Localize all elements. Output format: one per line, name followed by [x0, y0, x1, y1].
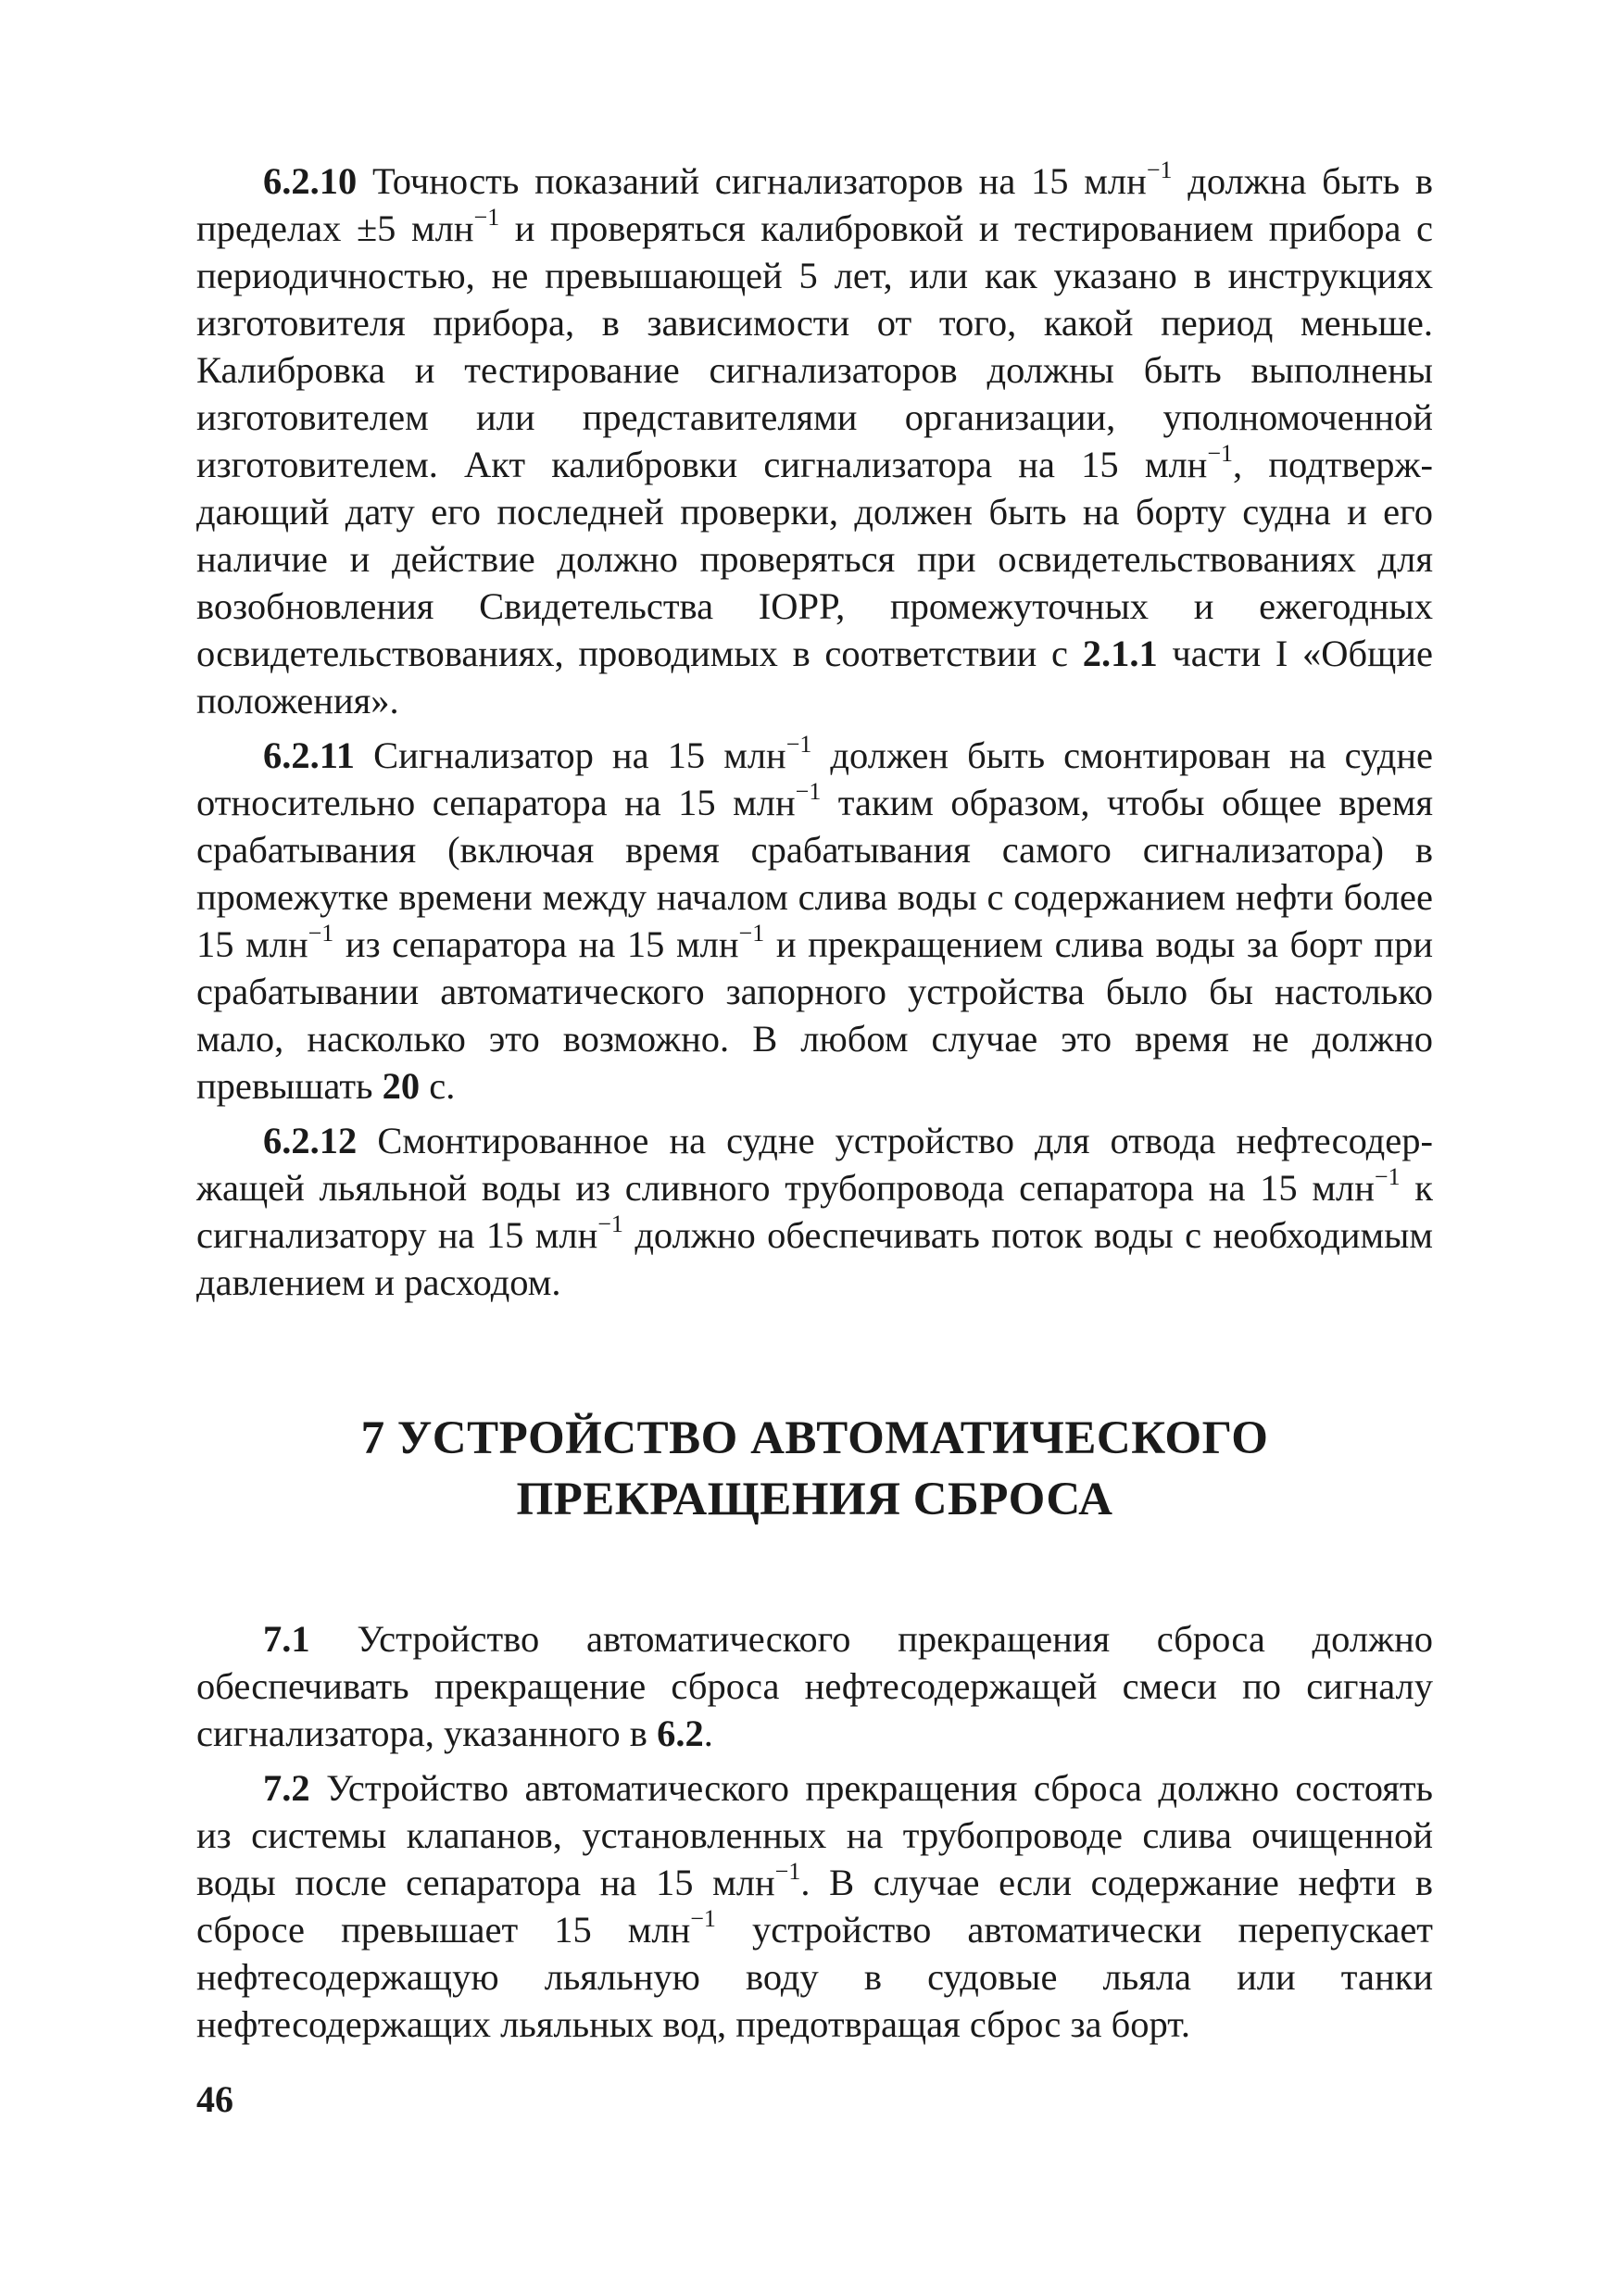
section-title-line-2: ПРЕКРАЩЕНИЯ СБРОСА [516, 1474, 1113, 1525]
paragraph-7-2: 7.2 Устройство автоматического прекращения сброса должно состоять из системы клапанов, установленных на трубопроводе слива очищенной воды после сепаратора на 15 млн$^{-1}$. В случае если содержание нефти в сбросе превышает 15 млн$^{-1}$ устройство автоматически перепускает нефтесодержащую льяльную воду в судовые льяла или танки нефтесодержащих льяльных вод, предотвращая сброс за борт. [196, 1767, 1433, 2045]
clause-number: 7.1 [263, 1618, 310, 1660]
time-limit-value: 20 [382, 1065, 421, 1107]
clause-reference: 6.2 [657, 1713, 704, 1754]
document-page [196, 157, 1433, 2055]
clause-reference: 2.1.1 [1082, 633, 1158, 674]
clause-number: 7.2 [263, 1767, 310, 1809]
section-title [196, 1408, 1433, 1530]
clause-number: 6.2.10 [263, 160, 358, 202]
clause-number: 6.2.12 [263, 1120, 358, 1161]
clause-number: 6.2.11 [263, 734, 356, 776]
paragraph-6-2-12: 6.2.12 Смонтированное на судне устройство для отвода нефтесодержащей льяльной воды из сливного трубопровода сепаратора на 15 млн$^{-1}$ к сигнализатору на 15 млн$^{-1}$ должно обеспечивать поток воды с необходимым давлением и расходом. [196, 1120, 1434, 1303]
paragraph-6-2-10: 6.2.10 Точность показаний сигнализаторов на 15 млн$^{-1}$ должна быть в пределах ±5 млн$^{-1}$ и проверяться калибровкой и тестированием прибора с периодичностью, не превышающей 5 лет, или как указано в инструкциях изготовителя прибора, в зависимости от того, какой период меньше. Калибровка и тестирование сигнализаторов должны быть выполнены изготовителем или представителями организации, уполномоченной изготовителем. Акт калибровки сигнализатора на 15 млн$^{-1}$, подтверждающий дату его последней проверки, должен быть на борту судна и его наличие и действие должно проверяться при освидетельствованиях для возобновления Свидетельства IOPP, промежуточных и ежегодных освидетельствованиях, проводимых в соответствии с 2.1.1 части I «Общие положения». [196, 156, 1434, 721]
paragraph-6-2-11: 6.2.11 Сигнализатор на 15 млн$^{-1}$ должен быть смонтирован на судне относительно сепаратора на 15 млн$^{-1}$ таким образом, чтобы общее время срабатывания (включая время срабатывания самого сигнализатора) в промежутке времени между началом слива воды с содержанием нефти более 15 млн$^{-1}$ из сепаратора на 15 млн$^{-1}$ и прекращением слива воды за борт при срабатывании автоматического запорного устройства было бы настолько мало, насколько это возможно. В любом случае это время не должно превышать 20 с. [196, 730, 1434, 1107]
section-title-line-1: 7 УСТРОЙСТВО АВТОМАТИЧЕСКОГО [360, 1412, 1269, 1464]
page-number: 46 [196, 2078, 233, 2120]
paragraph-7-1: 7.1 Устройство автоматического прекращения сброса должно обеспечивать прекращение сброса нефтесодержащей смеси по сигналу сигнализатора, указанного в 6.2. [196, 1618, 1433, 1754]
